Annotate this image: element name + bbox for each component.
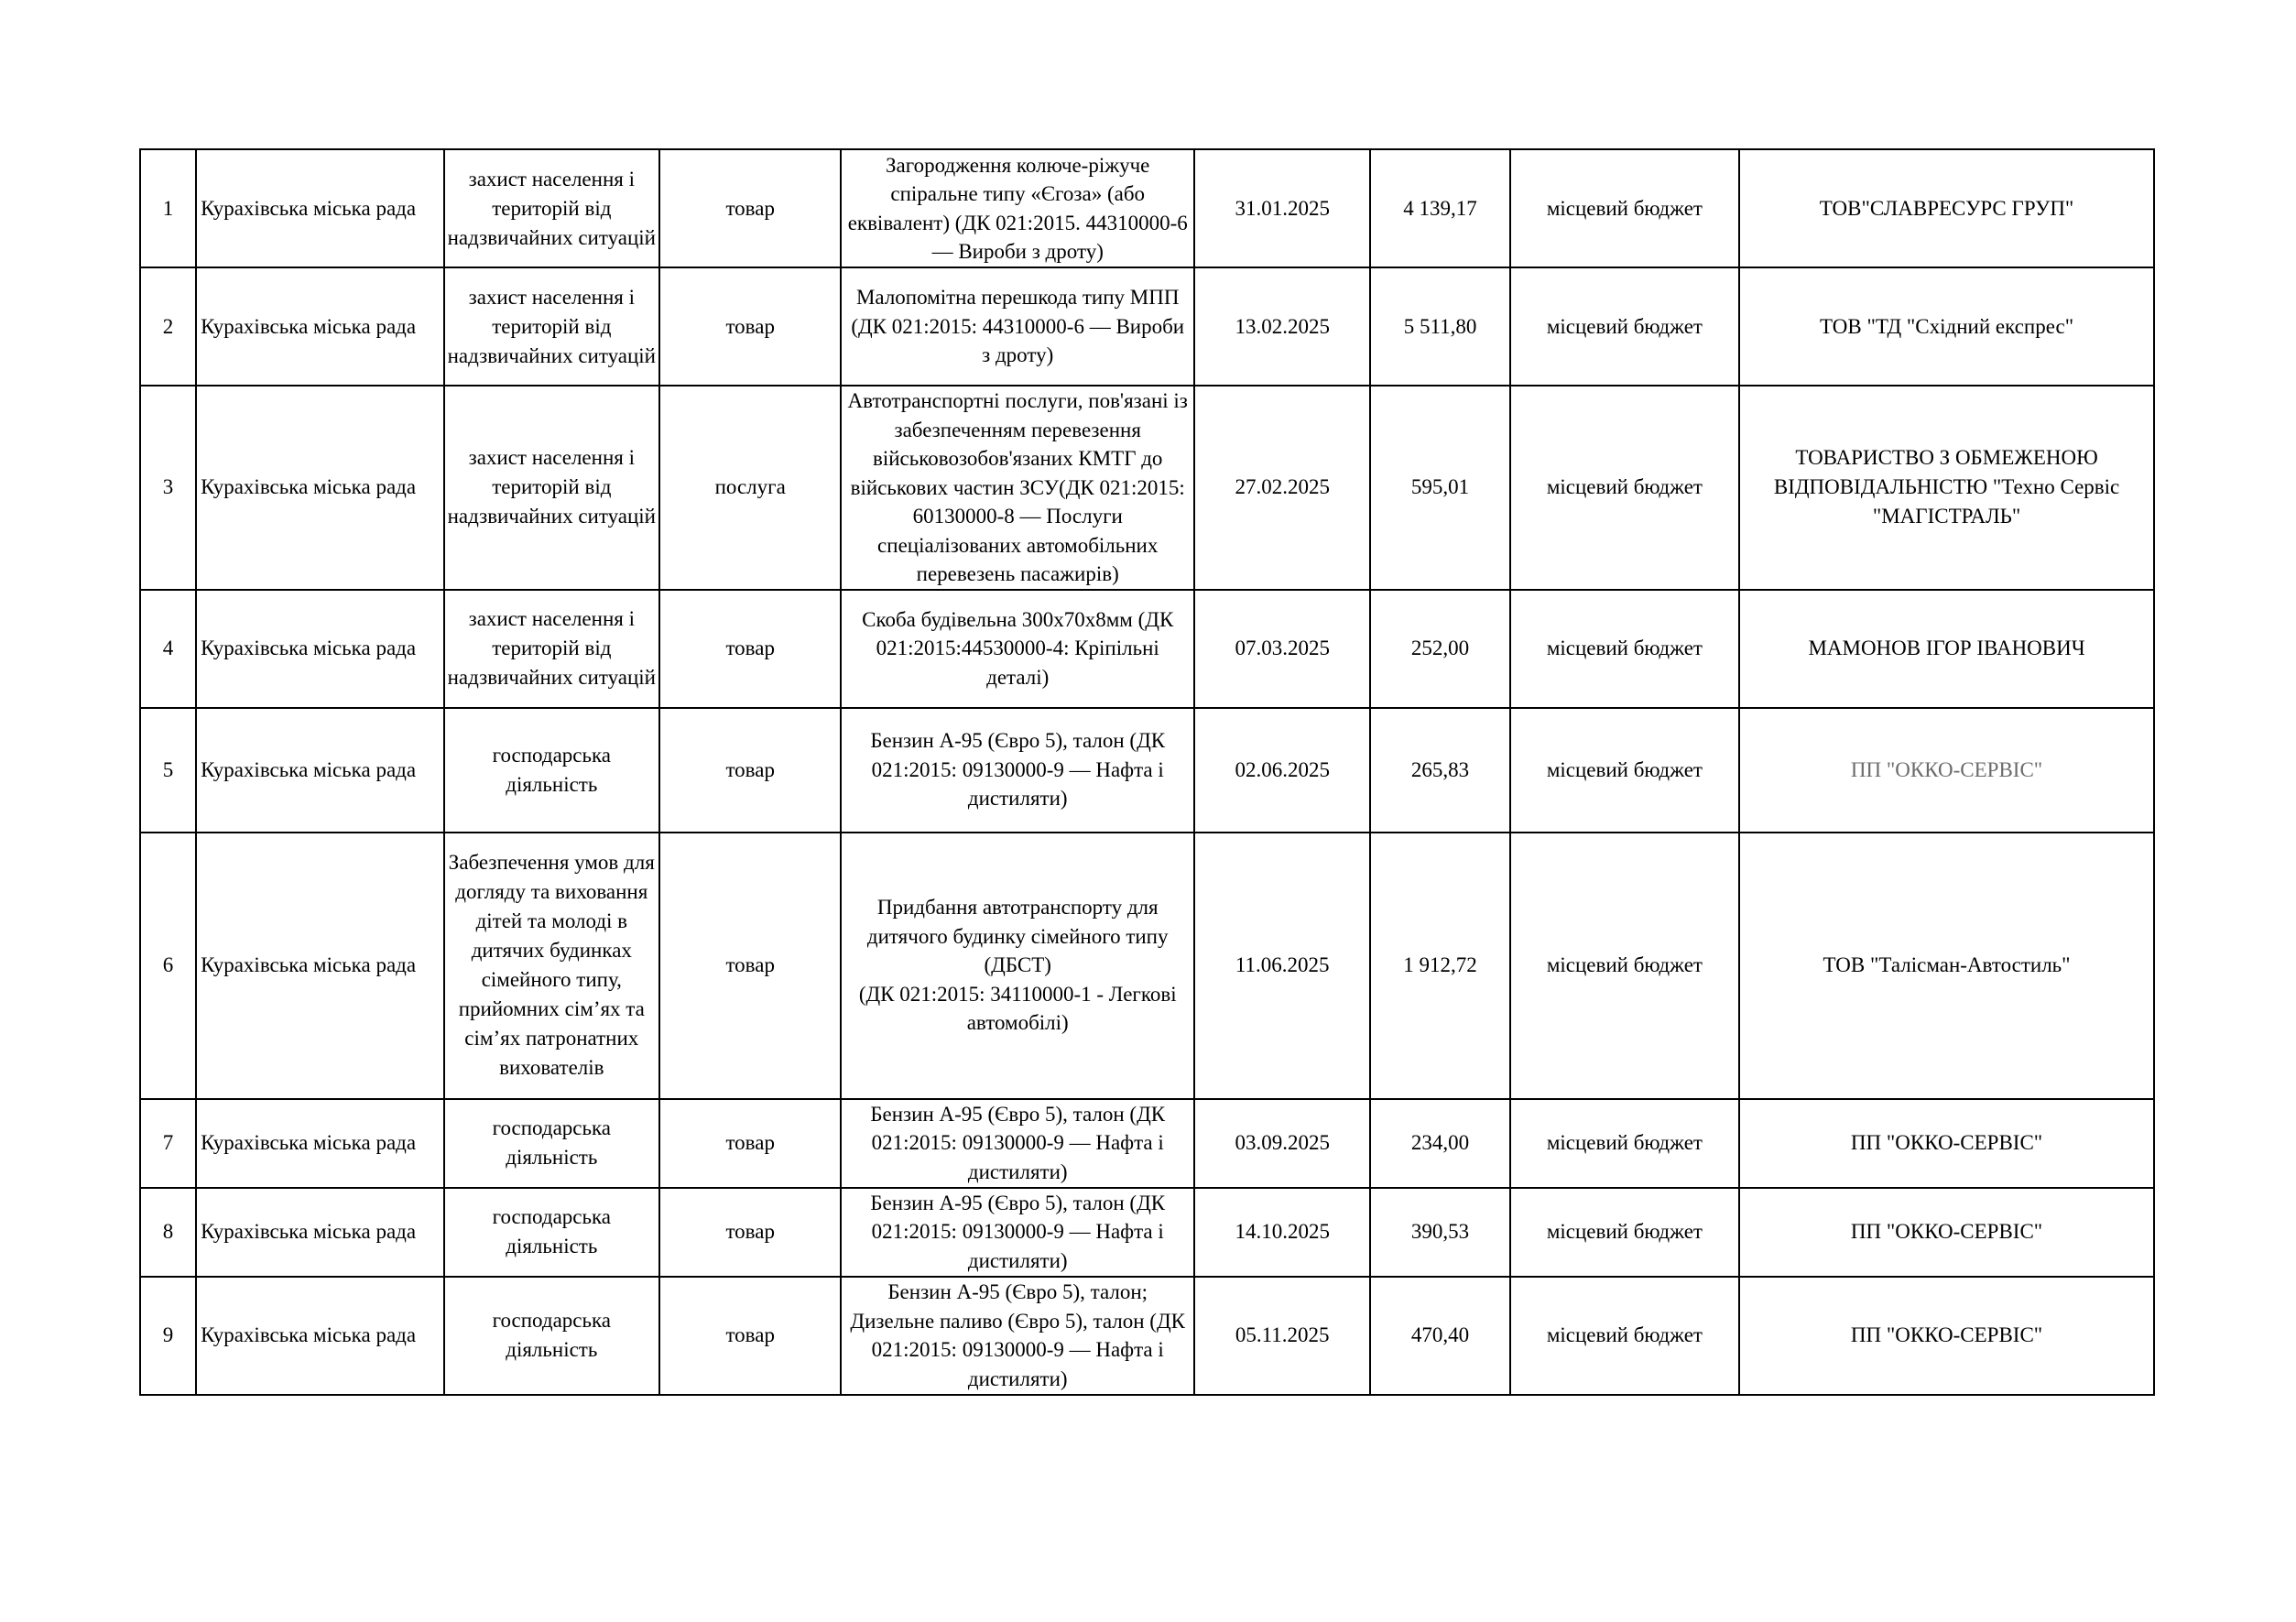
date-cell: 11.06.2025 [1194,833,1370,1099]
date-cell: 07.03.2025 [1194,590,1370,708]
program-cell: захист населення і територій від надзвичайних ситуацій [444,386,659,590]
subject-cell [841,590,1194,708]
organization-cell: Курахівська міська рада [196,1188,443,1277]
kind-cell: товар [659,590,841,708]
organization-cell: Курахівська міська рада [196,1277,443,1395]
program-cell: господарська діяльність [444,708,659,833]
funding-source-cell: місцевий бюджет [1510,708,1739,833]
kind-cell: товар [659,708,841,833]
table-row [140,1188,2154,1277]
funding-source-cell: місцевий бюджет [1510,1099,1739,1188]
subject-cell [841,833,1194,1099]
subject-text: Бензин А-95 (Євро 5), талон (ДК 021:2015: 09130000-9 — Нафта і дистиляти) [870,1191,1166,1272]
program-cell: захист населення і територій від надзвичайних ситуацій [444,149,659,267]
funding-source-cell: місцевий бюджет [1510,386,1739,590]
date-cell: 31.01.2025 [1194,149,1370,267]
kind-cell: товар [659,1188,841,1277]
kind-cell: товар [659,833,841,1099]
table-row [140,590,2154,708]
table-row [140,1099,2154,1188]
program-cell: захист населення і територій від надзвичайних ситуацій [444,590,659,708]
row-number-cell: 5 [140,708,196,833]
kind-cell: товар [659,149,841,267]
table-row [140,833,2154,1099]
date-cell: 02.06.2025 [1194,708,1370,833]
subject-text: Бензин А-95 (Євро 5), талон; Дизельне паливо (Євро 5), талон (ДК 021:2015: 09130000-9 — Нафта і дистиляти) [850,1280,1185,1390]
supplier-cell: ПП "ОККО-СЕРВІС" [1739,1277,2154,1395]
funding-source-cell: місцевий бюджет [1510,267,1739,386]
funding-source-cell: місцевий бюджет [1510,1277,1739,1395]
row-number-cell: 2 [140,267,196,386]
funding-source-cell: місцевий бюджет [1510,590,1739,708]
row-number-cell: 1 [140,149,196,267]
supplier-cell: ТОВ "ТД "Східний експрес" [1739,267,2154,386]
table-row [140,1277,2154,1395]
row-number-cell: 9 [140,1277,196,1395]
organization-cell: Курахівська міська рада [196,267,443,386]
kind-cell: товар [659,1099,841,1188]
subject-cell [841,1277,1194,1395]
kind-cell: товар [659,1277,841,1395]
table-row [140,386,2154,590]
organization-cell: Курахівська міська рада [196,386,443,590]
date-cell: 03.09.2025 [1194,1099,1370,1188]
subject-cell [841,386,1194,590]
amount-cell: 265,83 [1370,708,1509,833]
amount-cell: 1 912,72 [1370,833,1509,1099]
subject-text: Скоба будівельна 300х70х8мм (ДК 021:2015:44530000-4: Кріпільні деталі) [862,607,1174,689]
subject-text: Бензин А-95 (Євро 5), талон (ДК 021:2015: 09130000-9 — Нафта і дистиляти) [870,729,1166,811]
program-cell: захист населення і територій від надзвичайних ситуацій [444,267,659,386]
subject-cell [841,708,1194,833]
funding-source-cell: місцевий бюджет [1510,833,1739,1099]
kind-cell: товар [659,267,841,386]
date-cell: 13.02.2025 [1194,267,1370,386]
supplier-cell: ТОВАРИСТВО З ОБМЕЖЕНОЮ ВІДПОВІДАЛЬНІСТЮ "Техно Сервіс "МАГІСТРАЛЬ" [1739,386,2154,590]
kind-cell: послуга [659,386,841,590]
amount-cell: 4 139,17 [1370,149,1509,267]
row-number-cell: 6 [140,833,196,1099]
supplier-cell: ПП "ОККО-СЕРВІС" [1739,708,2154,833]
subject-cell [841,149,1194,267]
supplier-cell: МАМОНОВ ІГОР ІВАНОВИЧ [1739,590,2154,708]
row-number-cell: 4 [140,590,196,708]
procurement-table [139,148,2155,1396]
supplier-cell: ПП "ОККО-СЕРВІС" [1739,1099,2154,1188]
program-cell: господарська діяльність [444,1188,659,1277]
program-cell: господарська діяльність [444,1099,659,1188]
amount-cell: 5 511,80 [1370,267,1509,386]
organization-cell: Курахівська міська рада [196,833,443,1099]
amount-cell: 470,40 [1370,1277,1509,1395]
amount-cell: 595,01 [1370,386,1509,590]
date-cell: 14.10.2025 [1194,1188,1370,1277]
subject-text: Автотранспортні послуги, пов'язані із забезпеченням перевезення військовозобов'язаних КМТГ до військових частин ЗСУ(ДК 021:2015: 60130000-8 — Послуги спеціалізованих автомобільних перевезень пасажирів) [847,389,1188,585]
amount-cell: 390,53 [1370,1188,1509,1277]
amount-cell: 234,00 [1370,1099,1509,1188]
funding-source-cell: місцевий бюджет [1510,1188,1739,1277]
funding-source-cell: місцевий бюджет [1510,149,1739,267]
row-number-cell: 3 [140,386,196,590]
organization-cell: Курахівська міська рада [196,708,443,833]
subject-text: Загородження колюче-ріжуче спіральне типу «Єгоза» (або еквівалент) (ДК 021:2015. 44310000-6 — Вироби з дроту) [847,153,1188,263]
subject-cell [841,1099,1194,1188]
organization-cell: Курахівська міська рада [196,1099,443,1188]
table-row [140,267,2154,386]
subject-cell [841,267,1194,386]
row-number-cell: 8 [140,1188,196,1277]
date-cell: 27.02.2025 [1194,386,1370,590]
subject-text: Бензин А-95 (Євро 5), талон (ДК 021:2015: 09130000-9 — Нафта і дистиляти) [870,1102,1166,1183]
row-number-cell: 7 [140,1099,196,1188]
program-cell: господарська діяльність [444,1277,659,1395]
date-cell: 05.11.2025 [1194,1277,1370,1395]
organization-cell: Курахівська міська рада [196,149,443,267]
supplier-cell: ПП "ОККО-СЕРВІС" [1739,1188,2154,1277]
supplier-cell: ТОВ "Талісман-Автостиль" [1739,833,2154,1099]
subject-text: Придбання автотранспорту для дитячого будинку сімейного типу (ДБСТ) (ДК 021:2015: 34110000-1 - Легкові автомобілі) [858,896,1177,1035]
subject-text: Малопомітна перешкода типу МПП (ДК 021:2015: 44310000-6 — Вироби з дроту) [851,286,1185,367]
organization-cell: Курахівська міська рада [196,590,443,708]
subject-cell [841,1188,1194,1277]
table-row [140,708,2154,833]
amount-cell: 252,00 [1370,590,1509,708]
table-row [140,149,2154,267]
supplier-cell: ТОВ"СЛАВРЕСУРС ГРУП" [1739,149,2154,267]
program-cell: Забезпечення умов для догляду та виховання дітей та молоді в дитячих будинках сімейного типу, прийомних сім’ях та сім’ях патронатних вихователів [444,833,659,1099]
